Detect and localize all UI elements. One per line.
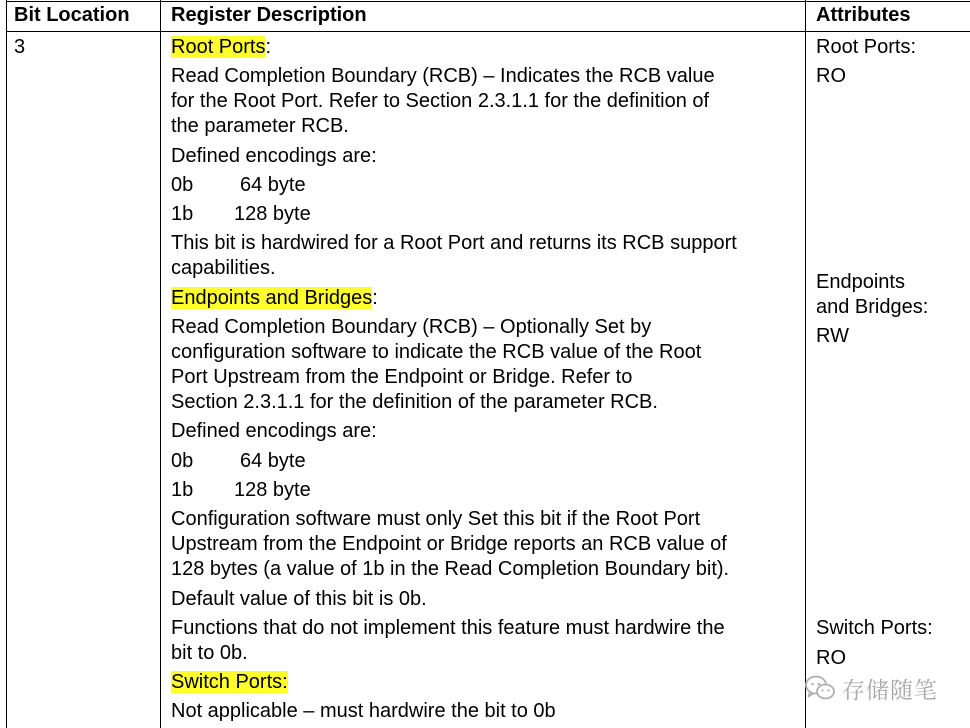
attr-switch-ports-value: RO	[816, 647, 846, 669]
header-register-description: Register Description	[171, 4, 367, 26]
attr-root-ports-value: RO	[816, 65, 846, 87]
switch-ports-heading	[171, 670, 288, 695]
table-border-top	[6, 1, 970, 2]
attr-endpoints-label-2: and Bridges:	[816, 296, 929, 318]
functions-line-1: Functions that do not implement this feature must hardwire the	[171, 617, 725, 639]
attr-endpoints-value: RW	[816, 325, 849, 347]
hardwired-line-2: capabilities.	[171, 257, 276, 279]
attr-endpoints-label-1: Endpoints	[816, 271, 905, 293]
encoding-value: 64 byte	[240, 450, 306, 472]
encoding-value: 128 byte	[234, 479, 311, 501]
column-divider-2	[805, 0, 806, 728]
encoding-value: 64 byte	[240, 174, 306, 196]
root-ports-line-1: Read Completion Boundary (RCB) – Indicates the RCB value	[171, 65, 715, 87]
config-line-3: 128 bytes (a value of 1b in the Read Completion Boundary bit).	[171, 558, 730, 580]
endpoints-line-1: Read Completion Boundary (RCB) – Optionally Set by	[171, 316, 652, 338]
default-value-text: Default value of this bit is 0b.	[171, 588, 427, 610]
switch-ports-text: Not applicable – must hardwire the bit to 0b	[171, 700, 556, 722]
root-ports-line-2: for the Root Port. Refer to Section 2.3.1.1 for the definition of	[171, 90, 710, 112]
watermark-text: 存储随笔	[842, 677, 938, 704]
column-divider-1	[160, 0, 161, 728]
defined-encodings-label-2: Defined encodings are:	[171, 420, 377, 442]
encoding-code: 0b	[171, 450, 194, 472]
encoding-value: 128 byte	[234, 203, 311, 225]
encoding-code: 0b	[171, 174, 194, 196]
header-bit-location: Bit Location	[14, 4, 130, 26]
attr-switch-ports-label: Switch Ports:	[816, 617, 933, 639]
endpoints-line-4: Section 2.3.1.1 for the definition of the parameter RCB.	[171, 391, 658, 413]
config-line-2: Upstream from the Endpoint or Bridge reports an RCB value of	[171, 533, 727, 555]
config-line-1: Configuration software must only Set this bit if the Root Port	[171, 508, 701, 530]
encoding-code: 1b	[171, 479, 194, 501]
encoding-code: 1b	[171, 203, 194, 225]
root-ports-highlight: Root Ports	[171, 36, 266, 58]
header-attributes: Attributes	[816, 4, 911, 26]
watermark	[804, 670, 938, 706]
table-border-left	[6, 0, 7, 728]
switch-ports-highlight: Switch Ports:	[171, 671, 288, 693]
defined-encodings-label-1: Defined encodings are:	[171, 145, 377, 167]
hardwired-line-1: This bit is hardwired for a Root Port and returns its RCB support	[171, 232, 737, 254]
wechat-icon	[804, 674, 836, 702]
endpoints-highlight: Endpoints and Bridges	[171, 287, 373, 309]
root-ports-line-3: the parameter RCB.	[171, 115, 349, 137]
endpoints-line-2: configuration software to indicate the RCB value of the Root	[171, 341, 702, 363]
endpoints-heading: Endpoints and Bridges:	[171, 287, 378, 309]
root-ports-heading: Root Ports:	[171, 36, 272, 58]
functions-line-2: bit to 0b.	[171, 642, 248, 664]
header-divider	[6, 31, 970, 32]
endpoints-line-3: Port Upstream from the Endpoint or Bridge. Refer to	[171, 366, 633, 388]
attr-root-ports-label: Root Ports:	[816, 36, 917, 58]
bit-location-value: 3	[14, 36, 26, 58]
